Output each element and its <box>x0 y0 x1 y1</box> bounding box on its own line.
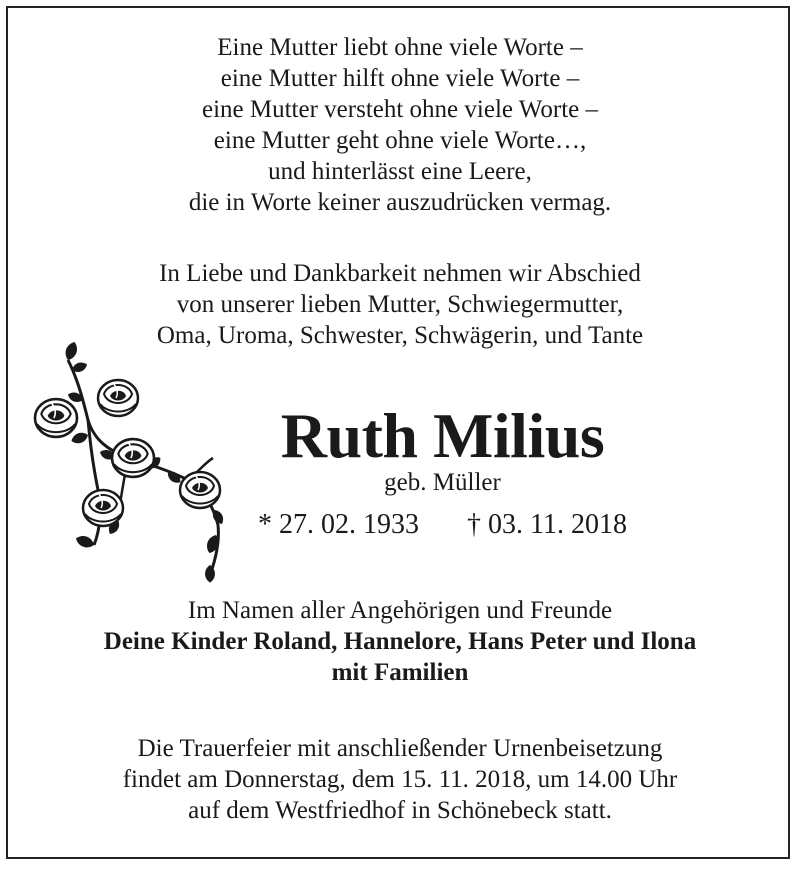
poem-line: eine Mutter geht ohne viele Worte…, <box>213 127 587 154</box>
family-intro: Im Namen aller Angehörigen und Freunde <box>187 597 613 624</box>
poem-line: eine Mutter versteht ohne viele Worte – <box>201 96 598 123</box>
death-date: † 03. 11. 2018 <box>467 509 627 540</box>
poem-line: und hinterlässt eine Leere, <box>268 158 532 185</box>
ceremony-line: auf dem Westfriedhof in Schönebeck statt. <box>188 797 612 824</box>
family-children: Deine Kinder Roland, Hannelore, Hans Peter und Ilona <box>103 628 697 655</box>
poem-line: Eine Mutter liebt ohne viele Worte – <box>217 34 583 61</box>
ceremony-line: Die Trauerfeier mit anschließender Urnenbeisetzung <box>137 735 663 762</box>
poem-line: eine Mutter hilft ohne viele Worte – <box>220 65 580 92</box>
farewell-line: Oma, Uroma, Schwester, Schwägerin, und Tante <box>156 322 644 349</box>
birth-name: geb. Müller <box>384 469 501 496</box>
ceremony-line: findet am Donnerstag, dem 15. 11. 2018, um 14.00 Uhr <box>122 766 678 793</box>
farewell-line: In Liebe und Dankbarkeit nehmen wir Abschied <box>159 260 641 287</box>
poem <box>0 32 800 218</box>
family-signature <box>0 595 800 688</box>
life-dates <box>0 508 800 542</box>
ceremony-info <box>0 733 800 826</box>
deceased-name: Ruth Milius <box>280 400 605 471</box>
farewell-line: von unserer lieben Mutter, Schwiegermutter, <box>176 291 624 318</box>
birth-date: * 27. 02. 1933 <box>258 509 420 540</box>
poem-line: die in Worte keiner auszudrücken vermag. <box>188 189 612 216</box>
farewell-text <box>0 258 800 351</box>
family-families: mit Familien <box>331 659 469 686</box>
